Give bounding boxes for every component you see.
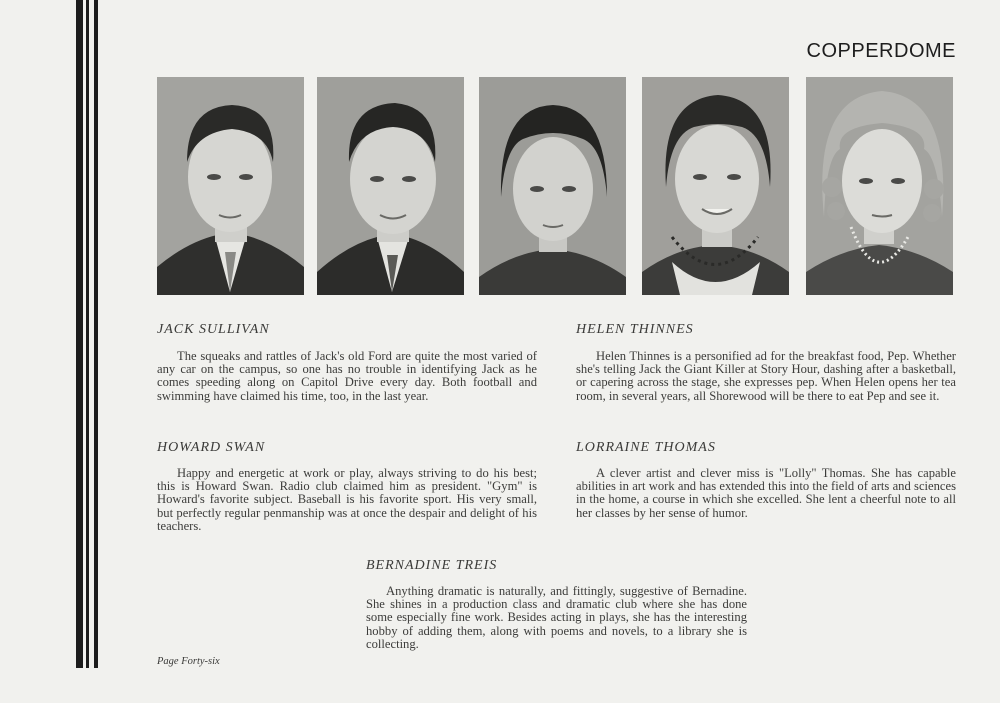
entry-bio-text: Helen Thinnes is a personified ad for the breakfast food, Pep. Whether she's telling Jack the Giant Killer at Story Hour, dashing after a basketball, or capering across the stage, she expresses pep. When Helen opens her tea room, in several years, all Shorewood will be there to eat Pep and see it. xyxy=(576,349,956,403)
portrait-lorraine-thomas xyxy=(642,77,789,295)
entry-bio xyxy=(366,585,747,651)
entry-bio xyxy=(576,467,956,520)
portrait-woman-icon xyxy=(806,77,953,295)
portrait-woman-icon xyxy=(479,77,626,295)
entry-bio xyxy=(157,350,537,403)
entry-bio-text: Anything dramatic is naturally, and fittingly, suggestive of Bernadine. She shines in a production class and dramatic club where she has done some especially fine work. Besides acting in plays, she has the interesting hobby of adding them, along with poems and novels, to a library she is collecting. xyxy=(366,584,747,651)
portrait-man-icon xyxy=(157,77,304,295)
entry-bio-text: The squeaks and rattles of Jack's old Ford are quite the most varied of any car on the campus, so one has no trouble in identifying Jack as he comes speeding along on Capitol Drive every day. Both football and swimming have claimed his time, too, in the last year. xyxy=(157,349,537,403)
decorative-rule xyxy=(76,0,83,668)
entry-name: BERNADINE TREIS xyxy=(366,558,498,573)
portrait-woman-icon xyxy=(642,77,789,295)
yearbook-title: COPPERDOME xyxy=(806,40,956,62)
portrait-helen-thinnes xyxy=(479,77,626,295)
page-number: Page Forty-six xyxy=(157,656,220,667)
entry-bio-text: A clever artist and clever miss is "Lolly" Thomas. She has capable abilities in art work and has extended this into the field of arts and sciences in the home, a course in which she excelled. She lent a cheerful note to all her classes by her sense of humor. xyxy=(576,466,956,520)
entry-name: HOWARD SWAN xyxy=(157,440,266,455)
decorative-rule xyxy=(94,0,98,668)
portrait-howard-swan xyxy=(317,77,464,295)
portrait-jack-sullivan xyxy=(157,77,304,295)
portrait-bernadine-treis xyxy=(806,77,953,295)
entry-name: JACK SULLIVAN xyxy=(157,322,270,337)
entry-bio xyxy=(576,350,956,403)
entry-bio xyxy=(157,467,537,533)
entry-name: HELEN THINNES xyxy=(576,322,694,337)
entry-name: LORRAINE THOMAS xyxy=(576,440,716,455)
portrait-man-icon xyxy=(317,77,464,295)
entry-bio-text: Happy and energetic at work or play, always striving to do his best; this is Howard Swan. Radio club claimed him as president. "Gym" is Howard's favorite subject. Baseball is his favorite sport. His very small, but perfectly regular penmanship was at once the despair and delight of his teachers. xyxy=(157,466,537,533)
decorative-rule xyxy=(86,0,89,668)
